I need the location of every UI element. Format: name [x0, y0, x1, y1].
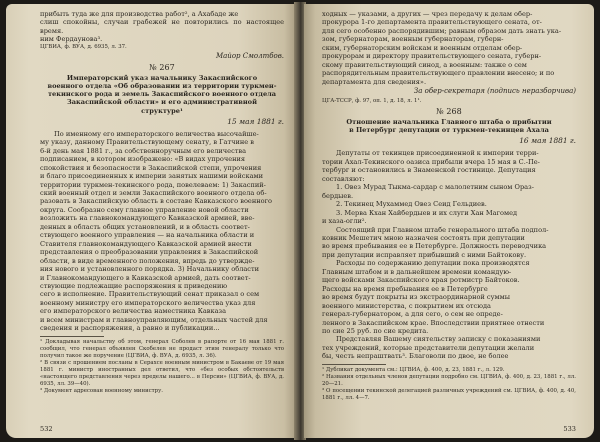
list-item: и хаза-огли².	[322, 217, 367, 226]
footnote-divider	[40, 336, 104, 337]
text-line: Состоящий при Главном штабе генерального штаба подпол-	[336, 225, 549, 234]
text-line: генерал-губернатором, а для сего, о сем не опреде-	[322, 310, 503, 319]
right-body	[322, 226, 576, 361]
footnote: ³ О посещении текинской делегацией различных учреждений см. ЦГВИА, ф. 400, д. 40, 1881 г., лл. 4—7.	[322, 387, 576, 401]
text-line: ходных — указами, а других — чрез передачу к делам обер-	[322, 10, 533, 18]
page-number-left: 532	[40, 425, 53, 433]
footnote: ² Названия отдельных членов депутации подробно см. ЦГВИА, ф. 400, д. 23, 1881 г., лл. 20—21.	[322, 373, 576, 387]
right-page	[304, 4, 594, 438]
text-line: прокурорам и директору правительствующего сената, губерн-	[322, 52, 542, 61]
title-line: Отношение начальника Главного штаба о прибытии	[346, 118, 552, 127]
document-date: 16 мая 1881 г.	[519, 136, 576, 146]
footnote-divider	[322, 364, 386, 365]
title-line: структуре¹	[141, 106, 183, 115]
text-line: сего в исполнение. Правительствующий сенат приказал о сем	[40, 290, 260, 299]
footnote: ² В связи с прошением посланы в Серахсе военным министром в Бакаеве от 19 мая 1881 г. министр иностранных дел ответил, что «без особых обстоятельств «настоящего представления через пределы нашего... в Персии» (ЦГВИА, ф. ВУА, д. 6935, лл. 39—40).	[40, 359, 284, 387]
document-number: № 268	[436, 107, 462, 117]
text-line: ствующие подлежащие распоряжения к приведению	[40, 281, 228, 290]
left-page-content	[40, 10, 284, 395]
text-line: тех учреждений, которые представители депутации желали	[322, 343, 535, 352]
document-number: № 267	[149, 62, 175, 72]
text-line: во время пребывания ее в Петербурге. Должность переводчика	[322, 242, 547, 251]
text-line: Представляя Вашему сиятельству записку с показаниями	[336, 335, 541, 344]
text-line: му указу, данному Правительствующему сенату, в Гатчине в	[40, 138, 254, 147]
list-item: 3. Мерва Кхан Хайбердыев и их слуги Хан Магомед	[336, 208, 518, 217]
left-intro-signature: Майор Смолтбов.	[215, 51, 284, 60]
text-line: военному министру его императорского величества указ для	[40, 298, 256, 307]
text-line: составляют:	[322, 174, 365, 183]
text-line: ним Фердаунова³.	[40, 35, 103, 44]
text-line: Расходы на время пребывания ее в Петербурге	[322, 284, 488, 293]
right-intro	[322, 10, 576, 86]
text-line: По именному его императорского величества высочайше-	[54, 129, 259, 138]
text-line: и всем министрам и главноуправляющим, отдельных частей для	[40, 315, 268, 324]
text-line: распорядительным правительствующего правлении внесено; и по	[322, 69, 555, 78]
title-line: Закаспийской области» и его административной	[67, 98, 257, 107]
text-line: его императорского величества наместника Кавказа	[40, 307, 227, 316]
title-line: текинского рода и земель Закаспийского военного отдела	[47, 90, 277, 99]
text-line: и Главнокомандующего в Кавказской армией, дать соответ-	[40, 273, 251, 282]
text-line: ствующего военного управления — на начальника области и	[40, 231, 255, 240]
text-line: и благо присоединенных к империи занятых нашими войсками	[40, 172, 264, 181]
text-line: Главным штабом и в дальнейшем времени командую-	[322, 267, 512, 276]
text-line: территории туркмен-текинского рода, повелеваем: 1) Закаспий-	[40, 180, 266, 189]
title-line: в Петербург депутации от туркмен-текинцев Ахала	[349, 126, 549, 135]
text-line: сведения и распоряжения, а равно и публикации...	[40, 324, 220, 333]
text-line: при депутации исправляет прибывший с ними Байтокову.	[322, 250, 527, 259]
text-line: спокойствия и безопасности в Закаспийской степи, упрочения	[40, 163, 262, 172]
right-footnotes	[322, 367, 576, 402]
document-title	[40, 74, 284, 115]
text-line: военного министерства, с покрытием их отсюда	[322, 301, 491, 310]
title-line: военного отдела «Об образовании из территории туркмен-	[47, 82, 277, 91]
text-line: департамента для сведения».	[322, 77, 427, 86]
list-item: бердыев.	[322, 191, 354, 200]
list-item: 2. Текинец Мухаммед Овез Сеид Гельдиев.	[336, 200, 487, 209]
text-line: Расходы по содержанию депутации пока производятся	[336, 259, 530, 268]
footnote: ¹ Дубликат документа см.: ЦГВИА, ф. 400, д. 23, 1881 г., л. 129.	[322, 366, 505, 373]
footnote: ³ Документ адресован военному министру.	[40, 387, 163, 394]
document-title	[322, 118, 576, 134]
text-line: возложить на главнокомандующего Кавказской армией, вве-	[40, 214, 255, 223]
left-intro	[40, 10, 284, 44]
left-page	[6, 4, 296, 438]
right-body-intro	[322, 149, 576, 183]
text-line: ковник Мешетич мною назначен состоять при депутации	[322, 234, 525, 243]
text-line: округа. Сообразно сему главное управление новой области	[40, 205, 249, 214]
list-item: 1. Овез Мурад Тыкма-сардар с малолетним сыном Ораз-	[336, 183, 534, 192]
text-line: тории Ахал-Текинского оазиса прибыли вчера 15 мая в С.-Пе-	[322, 157, 540, 166]
right-page-content	[322, 10, 576, 402]
left-footnotes	[40, 339, 284, 395]
text-line: слиш спокойны, случаи грабежей не повторились по настоящее время.	[40, 18, 284, 35]
text-line: подписанием, в котором изображено: «В видах упрочения	[40, 155, 246, 164]
text-line: прибыть туда же для производства работ², а Ахабаде же	[40, 10, 239, 18]
right-intro-source: ЦГА-ТССР, ф. 97, оп. 1, д. 18, л. 1¹.	[322, 98, 422, 105]
footnote: ¹ Докладывая начальству об этом, генерал Соболев в рапорте от 16 мая 1881 г. сообщил, что генерал объявлен Скобелев не продаст этим генералу только что получил такое же поручение (ЦГВИА, ф. ВУА, д. 6935, л. 36).	[40, 338, 284, 359]
text-line: прокурора 1-го департамента правительствующего сената, от-	[322, 18, 542, 27]
text-line: области, в виде временного положения, впредь до утвержде-	[40, 256, 255, 265]
text-line: во время будут покрыты из экстраординарной суммы	[322, 293, 510, 302]
text-line: тербург и остановились в Знаменской гостинице. Депутация	[322, 166, 536, 175]
delegation-list	[322, 183, 576, 225]
text-line: ский военный отдел и земли Закаспийского военного отдела об-	[40, 189, 267, 197]
text-line: для сего особенно распорядившим; равным образом дать знать ука-	[322, 26, 562, 35]
right-intro-signature: За обер-секретаря (подпись неразборчива)	[413, 87, 576, 96]
left-body	[40, 130, 284, 333]
text-line: 6-й день мая 1881 г., за собственноручным его величества	[40, 146, 247, 155]
page-number-right: 533	[563, 425, 576, 433]
text-line: бы, честь непраштвать³. Благоволи по двое, не более	[322, 352, 509, 361]
text-line: по сие 25 руб. по сие кредита.	[322, 327, 429, 335]
text-line: ским, губернаторским войскам и военным отделам обер-	[322, 43, 523, 52]
title-line: Императорский указ начальнику Закаспийского	[66, 73, 258, 82]
text-line: Ставителя главнокомандующего Кавказской армией внести	[40, 239, 252, 248]
text-line: разовать в Закаспийскую область в составе Кавказского военного	[40, 197, 273, 206]
text-line: зом, губернаторам, военным губернаторам, губерн-	[322, 35, 504, 44]
text-line: представления о преобразовании управления в Закаспийской	[40, 248, 259, 257]
text-line: скому правительствующий синод, а военным: также о сем	[322, 60, 527, 69]
left-intro-source: ЦГВИА, ф. ВУА, д. 6935, л. 37.	[40, 43, 127, 50]
text-line: ленного в Закаспийском крае. Впоследствии приятнее отнести	[322, 318, 545, 327]
text-line: денных в область общих установлений, и в область соответ-	[40, 222, 250, 231]
document-date: 15 мая 1881 г.	[227, 116, 284, 126]
text-line: щего войсками Закаспийского края ротмистр Байтоков.	[322, 276, 520, 285]
text-line: ния нового и установленного порядка. 3) Начальнику области	[40, 265, 260, 274]
text-line: Депутаты от текинцев присоединенной к империи терри-	[336, 149, 539, 158]
